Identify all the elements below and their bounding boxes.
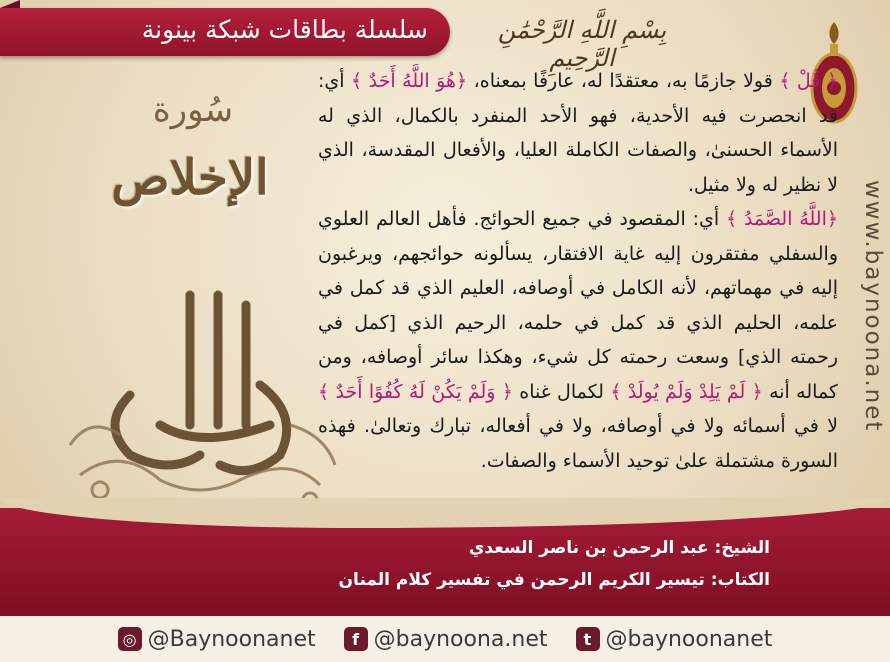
social-footer <box>0 616 890 662</box>
twitter-handle: @baynoonanet <box>605 626 773 652</box>
surah-title: الإخلاص <box>111 150 269 206</box>
sheikh-credit: الشيخ: عبد الرحمن بن ناصر السعدي <box>468 538 770 558</box>
site-url-vertical: www.baynoona.net <box>860 180 886 433</box>
verse-qul: ﴿ قُلْ ﴾ <box>779 70 838 92</box>
instagram-icon: ◎ <box>118 627 142 651</box>
surah-label: سُورة <box>152 90 234 130</box>
social-twitter[interactable] <box>576 627 773 652</box>
basmala: بِسْمِ اللَّهِ الرَّحْمَٰنِ الرَّحِيمِ <box>497 16 667 72</box>
instagram-handle: @Baynoonanet <box>147 626 316 652</box>
verse-wa-lam-yakun: ﴿ وَلَمْ يَكُنْ لَهُ كُفُوًا أَحَدٌ ﴾ <box>318 380 513 403</box>
text-segment: أي: المقصود في جميع الحوائج. فأهل العالم العلوي والسفلي مفتقرون إليه غاية الافتقار، يسألونه حوائجهم، ويرغبون إليه في مهماتهم، لأنه الكامل في أوصافه، العليم الذي قد كمل في علمه، الحليم الذي قد كمل في حلمه، الرحيم الذي [كمل في رحمته الذي] وسعت رحمته كل شيء، وهكذا سائر أوصافه، ومن كماله أنه <box>318 208 838 403</box>
text-segment: قولا جازمًا به، معتقدًا له، عارفًا بمعناه، <box>467 70 780 92</box>
social-instagram[interactable] <box>118 627 316 652</box>
verse-allahu-assamad: ﴿اللَّهُ الصَّمَدُ ﴾ <box>726 208 838 230</box>
banner-title: سلسلة بطاقات شبكة بينونة <box>141 15 428 44</box>
facebook-handle: @baynoona.net <box>373 626 548 652</box>
paragraph-1 <box>318 64 838 202</box>
tafsir-text <box>318 64 838 474</box>
text-segment: لا في أسمائه ولا في أوصافه، ولا في أفعاله، تبارك وتعالىٰ. فهذه السورة مشتملة علىٰ توحيد الأسماء والصفات. <box>318 415 838 472</box>
text-segment: أي: قد انحصرت فيه الأحدية، فهو الأحد المنفرد بالكمال، الذي له الأسماء الحسنىٰ، والصفات الكاملة العليا، والأفعال المقدسة، الذي لا نظير له ولا مثيل. <box>318 70 838 196</box>
calligraphy-decoration-icon <box>40 275 360 515</box>
verse-huwa-allahu-ahad: ﴿هُوَ اللَّهُ أَحَدٌ ﴾ <box>351 70 468 92</box>
twitter-icon: t <box>576 627 600 651</box>
social-facebook[interactable] <box>344 627 548 652</box>
paragraph-2 <box>318 202 838 478</box>
facebook-icon: f <box>344 627 368 651</box>
text-segment: لكمال غناه <box>512 380 611 403</box>
book-credit: الكتاب: تيسير الكريم الرحمن في تفسير كلام المنان <box>338 570 770 590</box>
series-banner <box>0 8 450 56</box>
verse-lam-yalid: ﴿ لَمْ يَلِدْ وَلَمْ يُولَدْ ﴾ <box>610 380 763 403</box>
